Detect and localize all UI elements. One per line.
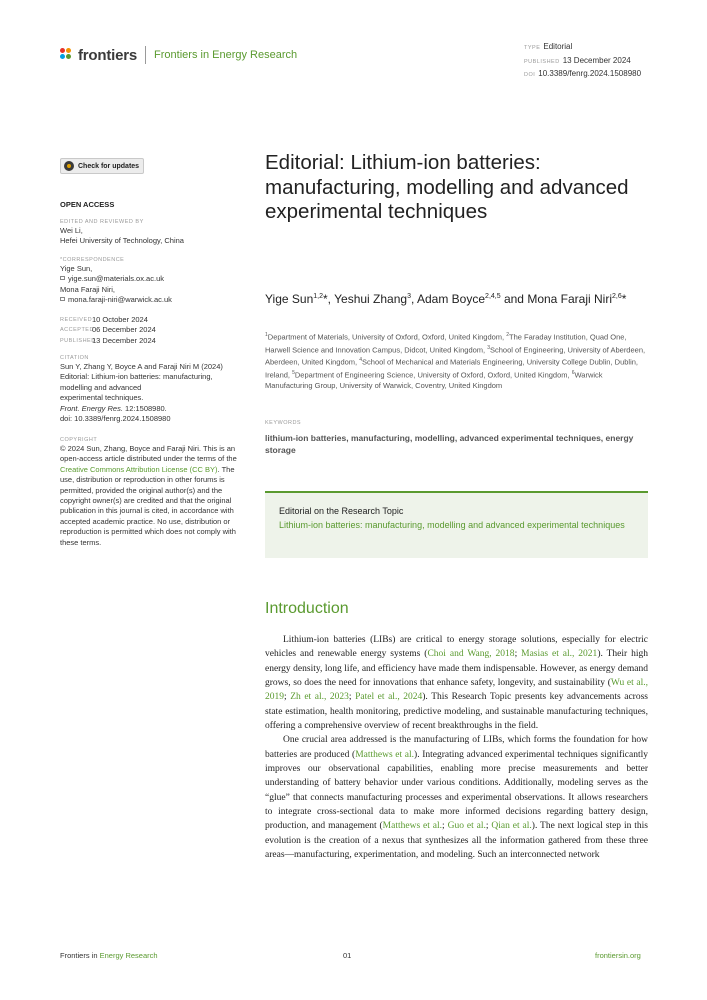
meta-value: 13 December 2024 (562, 55, 631, 65)
affiliation-text: Department of Engineering Science, University of Oxford, Oxford, United Kingdom, (294, 370, 572, 380)
correspondent-email-1[interactable]: yige.sun@materials.ox.ac.uk (68, 274, 164, 284)
date-label: PUBLISHED (60, 337, 96, 344)
correspondent-name-2: Mona Faraji Niri, (60, 284, 116, 294)
research-topic-link[interactable]: Lithium-ion batteries: manufacturing, modelling and advanced experimental techniques (279, 520, 625, 530)
citation-text: Sun Y, Zhang Y, Boyce A and Faraji Niri M (2024) Editorial: Lithium-ion batteries: manufacturing, modelling and advanced experimental techniques. Front. Energy Res. 12:1508980. doi: 10.3389/fenrg.2024.1508980 (60, 362, 223, 424)
corresponding-mark: * (621, 292, 627, 306)
citation-label: CITATION (60, 355, 89, 361)
correspondent-name-1: Yige Sun, (60, 264, 93, 273)
citation-link[interactable]: Masias et al., 2021 (521, 649, 598, 660)
correspondent-email-2[interactable]: mona.faraji-niri@warwick.ac.uk (68, 295, 172, 305)
meta-value: Editorial (543, 42, 573, 51)
text-run: ; (284, 692, 291, 703)
page-number: 01 (343, 951, 352, 960)
text-run: Lithium-ion batteries (LIBs) are critical to energy storage solutions, especially for electric vehicles and renewable energy systems ( (265, 635, 648, 660)
paragraph (265, 733, 648, 862)
meta-label: DOI (524, 72, 536, 78)
footer-site-link[interactable]: frontiersin.org (595, 951, 641, 960)
affiliation-number: 2 (506, 332, 509, 338)
mail-icon (60, 297, 65, 301)
edited-by-label: EDITED AND REVIEWED BY (60, 219, 144, 225)
citation-section (60, 354, 240, 424)
citation-link[interactable]: Wu et al., 2019 (265, 678, 648, 703)
affiliation-text: The Faraday Institution, Quad One, Harwell Science and Innovation Campus, Didcot, United Kingdom, (265, 332, 627, 355)
meta-value[interactable]: 10.3389/fenrg.2024.1508980 (538, 69, 642, 78)
check-for-updates-button[interactable] (60, 158, 144, 174)
mail-icon (60, 276, 65, 280)
citation-link[interactable]: Choi and Wang, 2018 (427, 649, 515, 660)
frontiers-logo[interactable] (60, 46, 297, 64)
affiliation-number: 5 (292, 370, 295, 377)
research-topic-heading: Editorial on the Research Topic (279, 506, 404, 516)
check-updates-icon (64, 161, 74, 171)
journal-name[interactable]: Frontiers in Energy Research (154, 49, 298, 61)
date-label: RECEIVED (60, 317, 93, 323)
text-run: ; (348, 692, 356, 703)
author-separator: , (327, 292, 335, 306)
text-run: ). Integrating advanced experimental techniques significantly improves our observational capabilities, enabling more precise measurements and better understanding of battery behavior under various conditions. Additionally, modeling serves as the “glue” that connects manufacturing processes and experimental observations. It allows researchers to integrate cross-sectional data to make more informed decisions regarding battery design, production, and management ( (265, 749, 648, 832)
brand-name: frontiers (78, 46, 138, 64)
citation-link[interactable]: Matthews et al. (382, 821, 443, 832)
author-name[interactable]: Adam Boyce (417, 292, 486, 306)
date-value: 10 October 2024 (92, 315, 148, 324)
frontiers-logo-icon (60, 48, 74, 62)
author-affil-ref: 1,2 (313, 293, 323, 300)
edited-by-section (60, 218, 240, 247)
text-run: One crucial area addressed is the manufacturing of LIBs, which forms the foundation for how batteries are produced ( (265, 735, 648, 760)
meta-row (524, 41, 641, 55)
text-run: ; (514, 649, 522, 660)
correspondence-label: *CORRESPONDENCE (60, 257, 125, 263)
corresponding-mark: * (323, 292, 328, 306)
copyright-text: © 2024 Sun, Zhang, Boyce and Faraji Niri. This is an open-access article distributed under the terms of the Creative Commons Attribution License (CC BY). The use, distribution or reproduction in other forums is permitted, provided the original author(s) and the copyright owner(s) are credited and that the original publication in this journal is cited, in accordance with accepted academic practice. No use, distribution or reproduction is permitted which does not comply with these terms. (60, 444, 237, 547)
introduction-heading: Introduction (265, 600, 349, 617)
footer-journal[interactable]: Frontiers in Energy Research (60, 951, 158, 960)
date-value: 13 December 2024 (92, 335, 156, 345)
meta-label: PUBLISHED (524, 58, 560, 65)
citation-link[interactable]: Zh et al., 2023 (290, 692, 349, 703)
author-list (265, 288, 650, 309)
affiliation-text: Department of Materials, University of Oxford, Oxford, United Kingdom, (267, 332, 507, 342)
keywords-label: KEYWORDS (265, 420, 302, 426)
copyright-label: COPYRIGHT (60, 437, 98, 443)
text-run: ; (442, 821, 448, 832)
date-row (60, 325, 240, 335)
citation-link[interactable]: Guo et al. (447, 821, 486, 832)
open-access-label: OPEN ACCESS (60, 200, 115, 209)
affiliation-number: 4 (359, 357, 363, 364)
affiliation-text: School of Mechanical and Materials Engineering, University College Dublin, Dublin, Ireland, (265, 357, 638, 380)
editor-name: Wei Li, (60, 226, 83, 235)
text-run: ; (485, 821, 492, 832)
text-run: ). The next logical step in this evolution is the creation of a nexus that synthesizes all the information gathered from these three areas—manufacturing, experimentation, and modeling. Such an interconnected network (265, 821, 648, 861)
article-meta (524, 41, 641, 82)
affiliation-text: School of Engineering, University of Aberdeen, Aberdeen, United Kingdom, (265, 345, 646, 367)
text-run: ). This Research Topic presents key advancements across state estimation, health monitoring, predictive modeling, and sustainable manufacturing techniques, offering a comprehensive overview of recent breakthroughs in the field. (265, 692, 648, 732)
meta-label: TYPE (524, 45, 541, 51)
affiliation-number: 1 (265, 332, 268, 338)
dates-section (60, 315, 240, 346)
citation-link[interactable]: Qian et al. (491, 821, 532, 832)
body-text (265, 633, 648, 863)
copyright-section (60, 436, 240, 548)
date-row (60, 336, 240, 346)
affiliation-number: 3 (487, 344, 490, 351)
editor-affiliation: Hefei University of Technology, China (60, 236, 184, 246)
author-affil-ref: 3 (407, 293, 411, 300)
paragraph (265, 633, 648, 733)
citation-link[interactable]: Matthews et al. (355, 749, 415, 760)
research-topic-box (265, 491, 648, 558)
meta-row (524, 68, 641, 82)
meta-row (524, 55, 641, 69)
author-affil-ref: 2,6 (612, 293, 622, 300)
keywords: lithium-ion batteries, manufacturing, modelling, advanced experimental techniques, energy storage (265, 433, 634, 455)
author-name[interactable]: Yige Sun (265, 292, 314, 306)
affiliation-text: Warwick Manufacturing Group, University of Warwick, Coventry, United Kingdom (265, 370, 603, 390)
author-name[interactable]: Mona Faraji Niri (527, 292, 613, 306)
logo-divider (145, 46, 146, 64)
author-name[interactable]: Yeshui Zhang (334, 292, 408, 306)
date-value: 06 December 2024 (92, 325, 156, 335)
license-link[interactable]: Creative Commons Attribution License (CC BY) (60, 464, 218, 474)
citation-link[interactable]: Patel et al., 2024 (355, 692, 423, 703)
check-updates-label: Check for updates (78, 162, 140, 170)
date-row (60, 315, 240, 325)
date-label: ACCEPTED (60, 327, 94, 334)
correspondence-section (60, 256, 240, 306)
affiliation-number: 6 (571, 370, 575, 377)
author-affil-ref: 2,4,5 (485, 293, 501, 300)
affiliations (265, 330, 650, 391)
text-run: ). Their high energy density, long life, and efficiency have made them indispensable. However, as energy demand grows, so does the need for innovations that enhance safety, longevity, and sustainability ( (265, 649, 648, 689)
article-title: Editorial: Lithium-ion batteries: manufacturing, modelling and advanced experimental techniques (265, 151, 629, 223)
author-separator: and (500, 292, 528, 306)
author-separator: , (410, 292, 417, 306)
